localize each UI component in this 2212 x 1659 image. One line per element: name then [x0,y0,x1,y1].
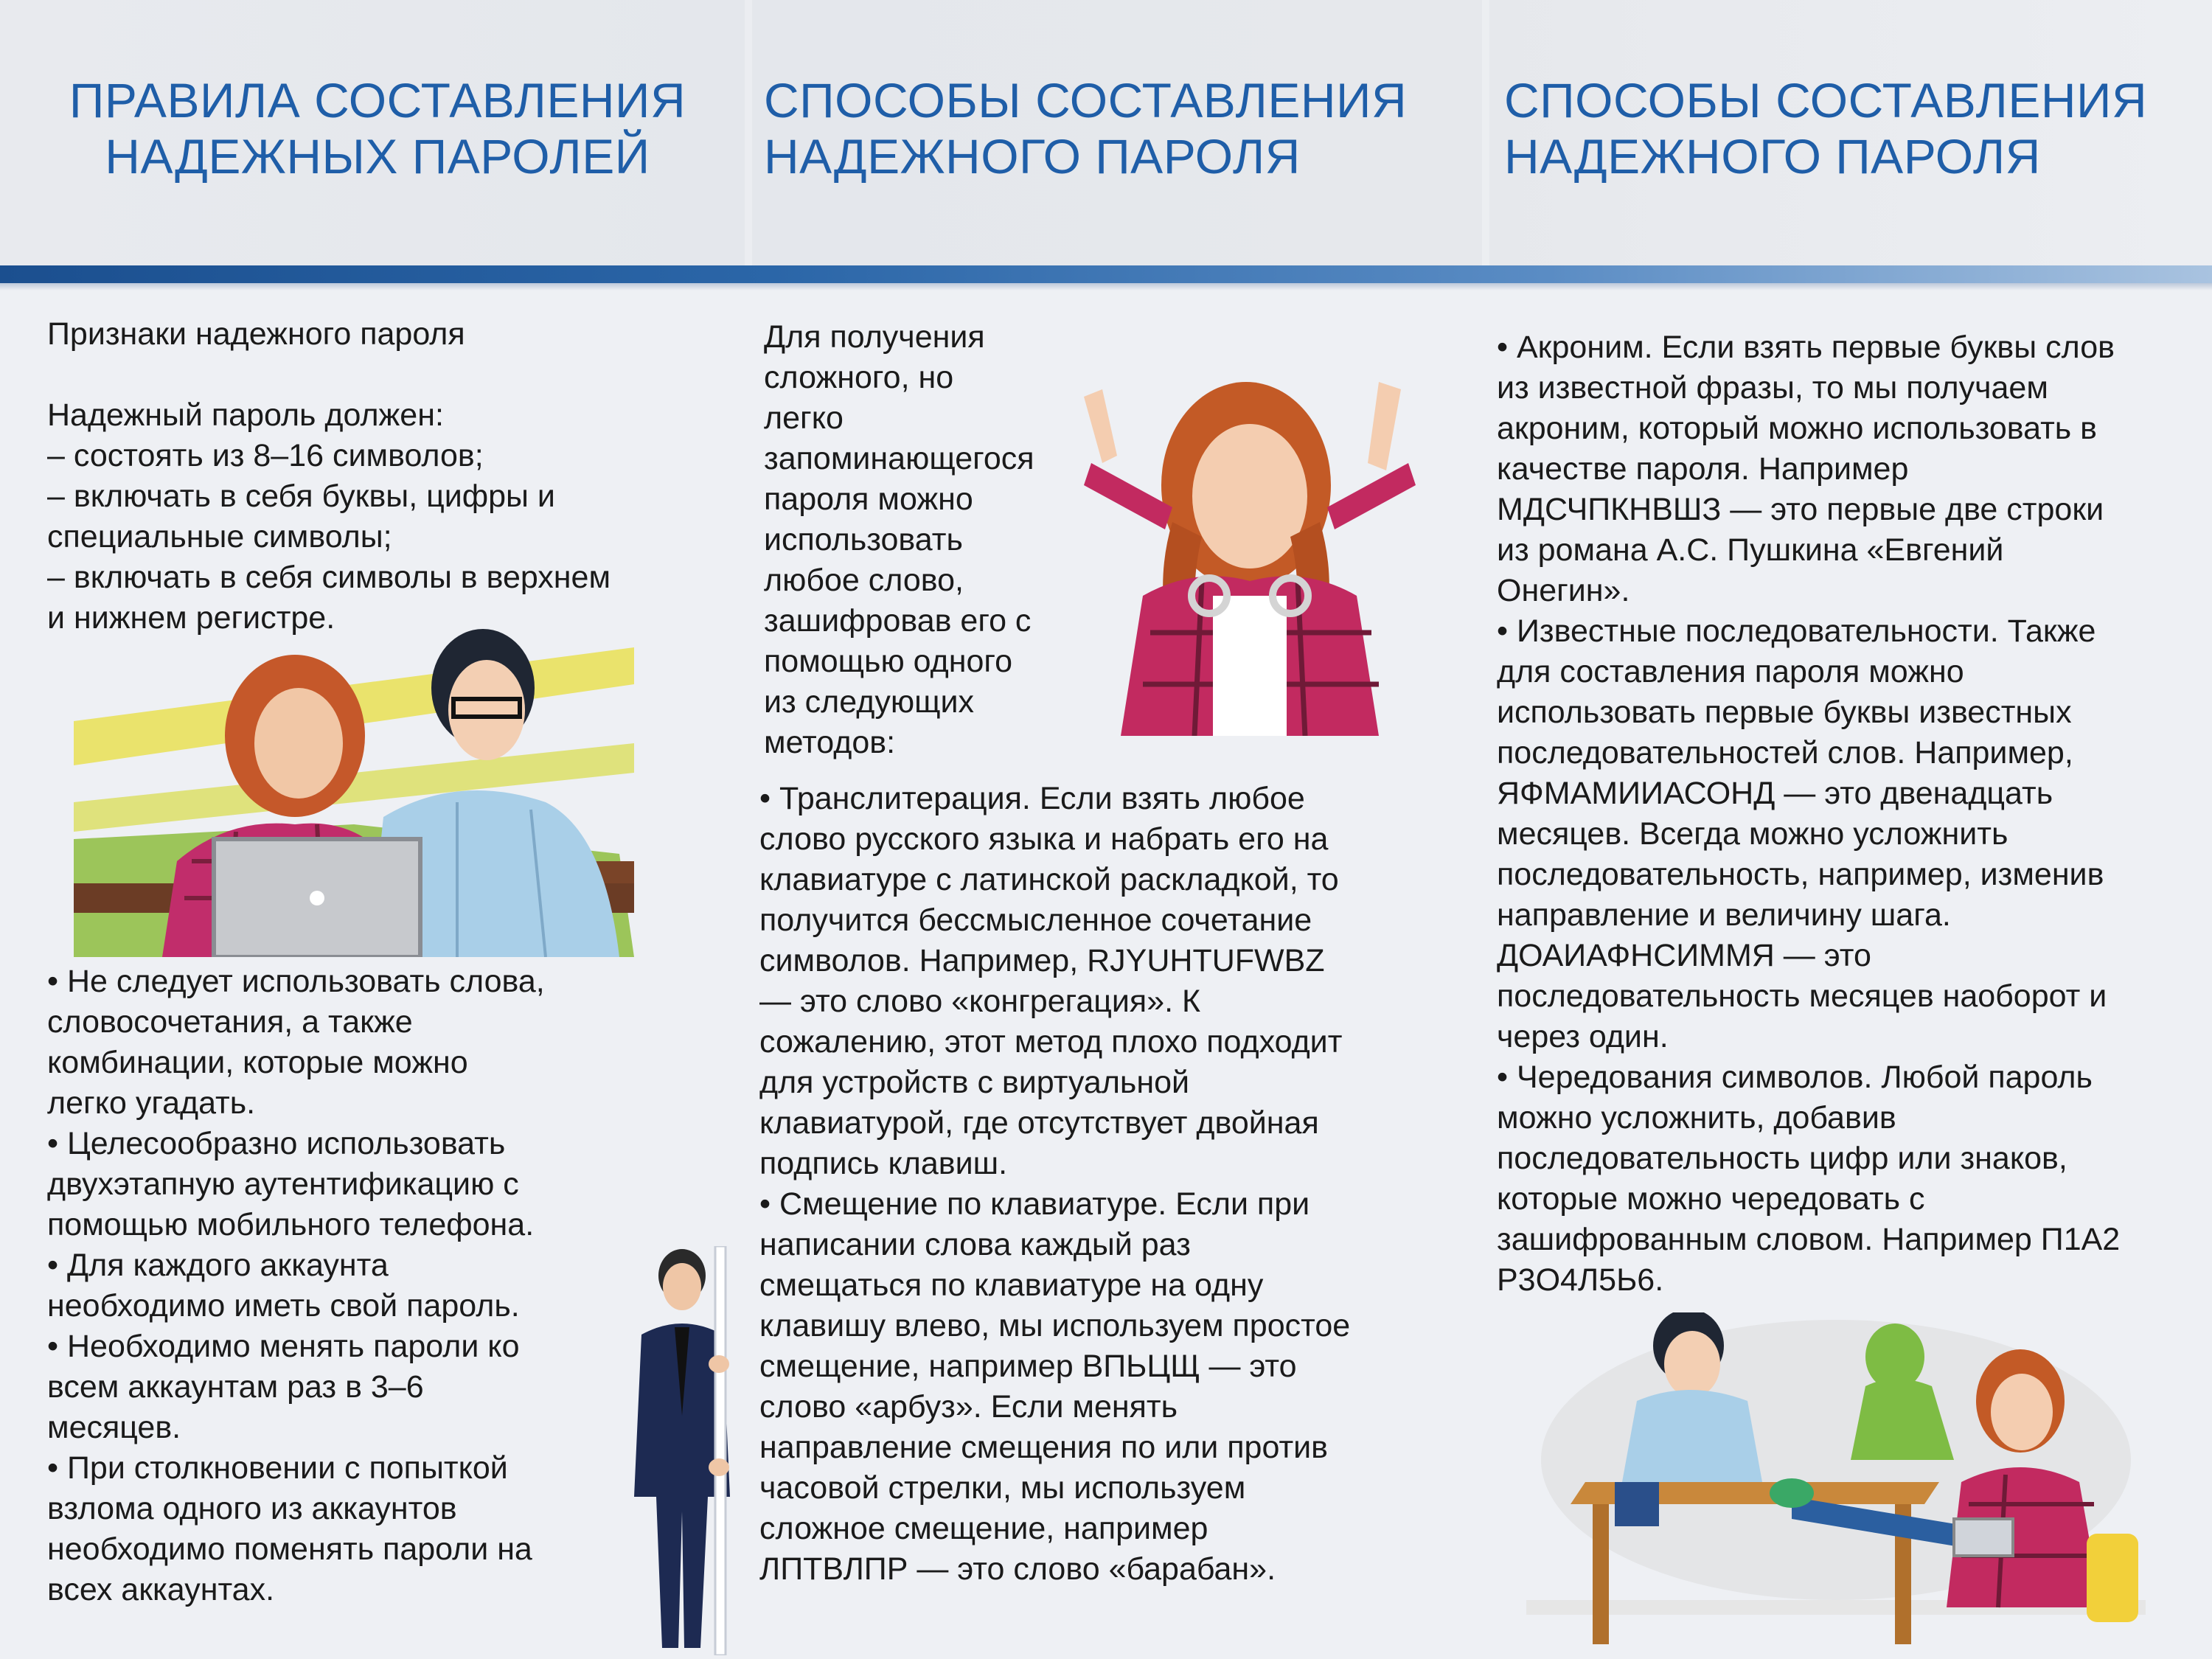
text-line: через один. [1497,1019,1669,1054]
text-line: использовать первые буквы известных [1497,695,2072,730]
text-line: • Транслитерация. Если взять любое [759,781,1305,816]
title-line: НАДЕЖНЫХ ПАРОЛЕЙ [105,129,650,184]
text-line: и нижнем регистре. [47,600,335,636]
text-line: легко угадать. [47,1085,256,1121]
text-line: из романа А.С. Пушкина «Евгений [1497,532,2004,568]
panel-divider [1482,0,1489,265]
text-line: • Целесообразно использовать [47,1126,506,1161]
text-line: – состоять из 8–16 символов; [47,438,484,473]
text-line: качестве пароля. Например [1497,451,1909,487]
text-line: • Для каждого аккаунта [47,1248,389,1283]
text-line: сложное смещение, например [759,1511,1208,1546]
col2-bullets [759,779,1445,1590]
text-line: запоминающегося [764,441,1034,476]
text-line: для устройств с виртуальной [759,1065,1190,1100]
text-line: ЛПТВЛПР — это слово «барабан». [759,1551,1276,1587]
text-line: направление смещения по или против [759,1430,1328,1465]
text-line: специальные символы; [47,519,392,554]
text-line: • Акроним. Если взять первые буквы слов [1497,330,2115,365]
text-line: ЯФМАМИИАСОНД — это двенадцать [1497,776,2053,811]
text-line: месяцев. [47,1410,181,1445]
text-line: смещение, например ВПЬЦЩ — это [759,1349,1297,1384]
text-line: помощью одного [764,644,1013,679]
text-line: легко [764,400,844,436]
text-line: клавишу влево, мы используем простое [759,1308,1351,1343]
text-line: Р3О4Л5Ь6. [1497,1262,1664,1298]
title-column-2 [764,72,1472,184]
text-line: которые можно чередовать с [1497,1181,1925,1217]
text-line: необходимо поменять пароли на [47,1531,532,1567]
text-line: любое слово, [764,563,964,598]
text-line: получится бессмысленное сочетание [759,902,1312,938]
text-line: акроним, который можно использовать в [1497,411,2097,446]
title-line: СПОСОБЫ СОСТАВЛЕНИЯ [764,73,1408,128]
text-line: • Смещение по клавиатуре. Если при [759,1186,1310,1222]
header-rule [0,265,2212,283]
text-line: Надежный пароль должен: [47,397,444,433]
text-line: для составления пароля можно [1497,654,1964,689]
text-line: — это слово «конгрегация». К [759,984,1201,1019]
text-line: Признаки надежного пароля [47,316,465,352]
title-line: НАДЕЖНОГО ПАРОЛЯ [1504,129,2041,184]
panel-divider [745,0,752,265]
text-line: взлома одного из аккаунтов [47,1491,457,1526]
text-line: сожалению, этот метод плохо подходит [759,1024,1343,1060]
text-line: помощью мобильного телефона. [47,1207,535,1242]
text-line: Онегин». [1497,573,1630,608]
text-line: необходимо иметь свой пароль. [47,1288,520,1324]
text-line: Для получения [764,319,985,355]
text-line: • При столкновении с попыткой [47,1450,508,1486]
text-line: пароля можно [764,481,973,517]
text-line: зашифровав его с [764,603,1032,639]
col2-intro [764,317,1074,763]
text-line [47,355,696,395]
text-line: месяцев. Всегда можно усложнить [1497,816,2008,852]
text-line: зашифрованным словом. Например П1А2 [1497,1222,2121,1257]
text-line: методов: [764,725,896,760]
col3-bullets [1497,327,2197,1301]
title-column-1 [46,72,709,184]
title-line: СПОСОБЫ СОСТАВЛЕНИЯ [1504,73,2148,128]
text-line: комбинации, которые можно [47,1045,468,1080]
text-line: клавиатуре с латинской раскладкой, то [759,862,1339,897]
text-line: ДОАИАФНСИММЯ — это [1497,938,1871,973]
text-line: последовательность месяцев наоборот и [1497,978,2107,1014]
illustration-students-table [1526,1312,2146,1652]
text-line: часовой стрелки, мы используем [759,1470,1246,1506]
illustration-man-suit [627,1246,737,1655]
col1-intro [47,314,696,639]
text-line: • Необходимо менять пароли ко [47,1329,520,1364]
text-line: МДСЧПКНВШЗ — это первые две строки [1497,492,2104,527]
text-line: написании слова каждый раз [759,1227,1191,1262]
text-line: двухэтапную аутентификацию с [47,1166,519,1202]
text-line: можно усложнить, добавив [1497,1100,1896,1135]
text-line: символов. Например, RJYUHTUFWBZ [759,943,1325,978]
title-line: НАДЕЖНОГО ПАРОЛЯ [764,129,1301,184]
text-line: – включать в себя символы в верхнем [47,560,611,595]
text-line: • Не следует использовать слова, [47,964,545,999]
text-line: словосочетания, а также [47,1004,413,1040]
text-line: последовательностей слов. Например, [1497,735,2073,771]
text-line: смещаться по клавиатуре на одну [759,1267,1264,1303]
header-rule-shadow [0,283,2212,291]
text-line: последовательность, например, изменив [1497,857,2104,892]
text-line: последовательность цифр или знаков, [1497,1141,2067,1176]
text-line: сложного, но [764,360,954,395]
text-line: направление и величину шага. [1497,897,1951,933]
text-line: всех аккаунтах. [47,1572,275,1607]
text-line: слово «арбуз». Если менять [759,1389,1178,1425]
text-line: – включать в себя буквы, цифры и [47,479,555,514]
text-line: • Чередования символов. Любой пароль [1497,1060,2093,1095]
text-line: клавиатурой, где отсутствует двойная [759,1105,1319,1141]
text-line: подпись клавиш. [759,1146,1008,1181]
text-line: из известной фразы, то мы получаем [1497,370,2048,406]
col1-bullets [47,961,637,1610]
text-line: использовать [764,522,963,557]
title-line: ПРАВИЛА СОСТАВЛЕНИЯ [69,73,686,128]
illustration-couple-laptop [74,618,634,957]
title-column-3 [1504,72,2212,184]
illustration-girl-headphones [1062,352,1445,736]
text-line: слово русского языка и набрать его на [759,821,1329,857]
text-line: всем аккаунтам раз в 3–6 [47,1369,424,1405]
text-line: из следующих [764,684,974,720]
text-line: • Известные последовательности. Также [1497,613,2096,649]
